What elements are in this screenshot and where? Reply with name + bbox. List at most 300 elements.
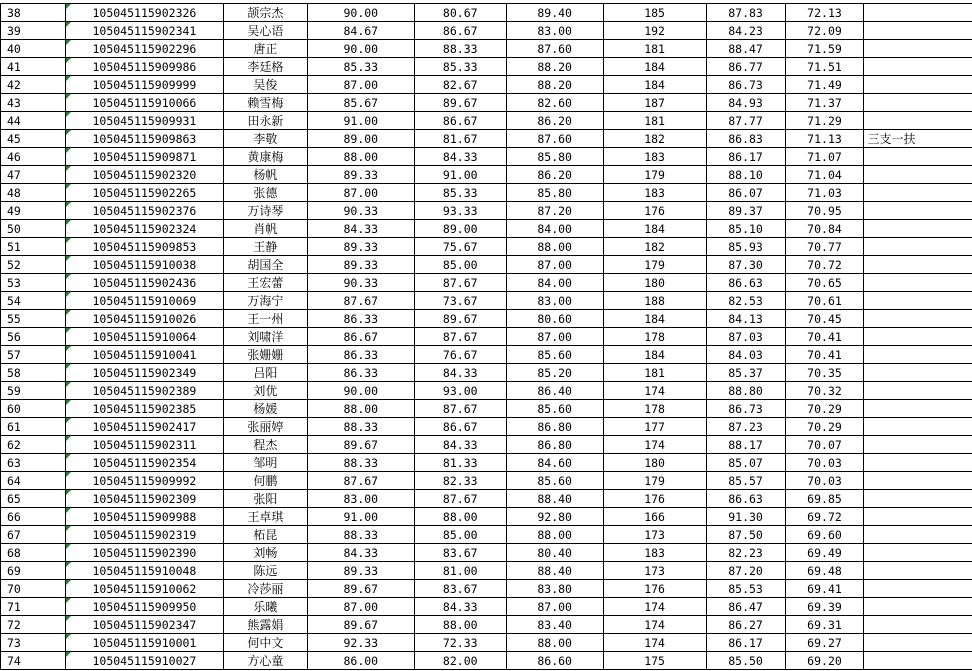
written-score-cell[interactable]: 181 — [603, 364, 706, 382]
interview-score-cell[interactable]: 87.03 — [706, 328, 785, 346]
candidate-name-cell[interactable]: 何鹏 — [223, 472, 307, 490]
total-score-cell[interactable]: 70.84 — [785, 220, 864, 238]
written-score-cell[interactable]: 173 — [603, 562, 706, 580]
rank-cell[interactable]: 54 — [1, 292, 66, 310]
candidate-name-cell[interactable]: 程杰 — [223, 436, 307, 454]
interview-score-cell[interactable]: 86.77 — [706, 58, 785, 76]
rank-cell[interactable]: 44 — [1, 112, 66, 130]
score-3-cell[interactable]: 87.20 — [506, 202, 603, 220]
interview-score-cell[interactable]: 91.30 — [706, 508, 785, 526]
score-1-cell[interactable]: 89.33 — [307, 562, 414, 580]
interview-score-cell[interactable]: 88.10 — [706, 166, 785, 184]
rank-cell[interactable]: 41 — [1, 58, 66, 76]
candidate-id-cell[interactable] — [65, 202, 223, 220]
interview-score-cell[interactable]: 86.17 — [706, 148, 785, 166]
score-3-cell[interactable]: 82.60 — [506, 94, 603, 112]
written-score-cell[interactable]: 184 — [603, 220, 706, 238]
written-score-cell[interactable]: 183 — [603, 544, 706, 562]
candidate-id-cell[interactable] — [65, 580, 223, 598]
note-cell[interactable] — [864, 184, 972, 202]
total-score-cell[interactable]: 71.49 — [785, 76, 864, 94]
total-score-cell[interactable]: 69.39 — [785, 598, 864, 616]
interview-score-cell[interactable]: 88.47 — [706, 40, 785, 58]
note-cell[interactable] — [864, 58, 972, 76]
total-score-cell[interactable]: 70.32 — [785, 382, 864, 400]
written-score-cell[interactable]: 174 — [603, 382, 706, 400]
score-3-cell[interactable]: 86.20 — [506, 112, 603, 130]
note-cell[interactable] — [864, 346, 972, 364]
candidate-name-cell[interactable]: 杨媛 — [223, 400, 307, 418]
score-2-cell[interactable]: 81.00 — [414, 562, 506, 580]
score-2-cell[interactable]: 87.67 — [414, 328, 506, 346]
rank-cell[interactable]: 42 — [1, 76, 66, 94]
rank-cell[interactable]: 45 — [1, 130, 66, 148]
rank-cell[interactable]: 66 — [1, 508, 66, 526]
score-1-cell[interactable]: 86.33 — [307, 346, 414, 364]
score-3-cell[interactable]: 88.00 — [506, 526, 603, 544]
candidate-name-cell[interactable]: 柘昆 — [223, 526, 307, 544]
candidate-id-cell[interactable] — [65, 148, 223, 166]
score-2-cell[interactable]: 91.00 — [414, 166, 506, 184]
score-3-cell[interactable]: 87.60 — [506, 40, 603, 58]
total-score-cell[interactable]: 70.72 — [785, 256, 864, 274]
score-3-cell[interactable]: 88.20 — [506, 58, 603, 76]
candidate-id-cell[interactable] — [65, 22, 223, 40]
candidate-name-cell[interactable]: 张德 — [223, 184, 307, 202]
candidate-name-cell[interactable]: 刘畅 — [223, 544, 307, 562]
score-1-cell[interactable]: 88.00 — [307, 148, 414, 166]
rank-cell[interactable]: 71 — [1, 598, 66, 616]
score-2-cell[interactable]: 85.33 — [414, 184, 506, 202]
total-score-cell[interactable]: 72.09 — [785, 22, 864, 40]
note-cell[interactable] — [864, 202, 972, 220]
written-score-cell[interactable]: 176 — [603, 202, 706, 220]
score-3-cell[interactable]: 88.00 — [506, 634, 603, 652]
written-score-cell[interactable]: 176 — [603, 580, 706, 598]
written-score-cell[interactable]: 192 — [603, 22, 706, 40]
written-score-cell[interactable]: 177 — [603, 418, 706, 436]
candidate-name-cell[interactable]: 方心童 — [223, 652, 307, 670]
candidate-name-cell[interactable]: 刘啸洋 — [223, 328, 307, 346]
interview-score-cell[interactable]: 86.63 — [706, 274, 785, 292]
note-cell[interactable] — [864, 40, 972, 58]
candidate-id-cell[interactable] — [65, 346, 223, 364]
written-score-cell[interactable]: 182 — [603, 130, 706, 148]
written-score-cell[interactable]: 178 — [603, 328, 706, 346]
written-score-cell[interactable]: 188 — [603, 292, 706, 310]
candidate-id-cell[interactable] — [65, 76, 223, 94]
rank-cell[interactable]: 51 — [1, 238, 66, 256]
score-2-cell[interactable]: 83.67 — [414, 580, 506, 598]
score-2-cell[interactable]: 86.67 — [414, 112, 506, 130]
rank-cell[interactable]: 59 — [1, 382, 66, 400]
note-cell[interactable] — [864, 310, 972, 328]
note-cell[interactable] — [864, 454, 972, 472]
interview-score-cell[interactable]: 88.17 — [706, 436, 785, 454]
candidate-id-cell[interactable] — [65, 184, 223, 202]
score-1-cell[interactable]: 86.33 — [307, 364, 414, 382]
note-cell[interactable] — [864, 634, 972, 652]
score-2-cell[interactable]: 80.67 — [414, 4, 506, 22]
score-1-cell[interactable]: 91.00 — [307, 112, 414, 130]
written-score-cell[interactable]: 176 — [603, 490, 706, 508]
candidate-name-cell[interactable]: 冷莎丽 — [223, 580, 307, 598]
score-3-cell[interactable]: 85.80 — [506, 184, 603, 202]
candidate-id-cell[interactable] — [65, 292, 223, 310]
total-score-cell[interactable]: 71.37 — [785, 94, 864, 112]
total-score-cell[interactable]: 70.45 — [785, 310, 864, 328]
score-3-cell[interactable]: 86.20 — [506, 166, 603, 184]
candidate-name-cell[interactable]: 张丽婷 — [223, 418, 307, 436]
score-2-cell[interactable]: 75.67 — [414, 238, 506, 256]
candidate-id-cell[interactable] — [65, 436, 223, 454]
score-2-cell[interactable]: 85.00 — [414, 526, 506, 544]
total-score-cell[interactable]: 69.60 — [785, 526, 864, 544]
score-2-cell[interactable]: 82.67 — [414, 76, 506, 94]
score-2-cell[interactable]: 87.67 — [414, 490, 506, 508]
interview-score-cell[interactable]: 85.10 — [706, 220, 785, 238]
rank-cell[interactable]: 69 — [1, 562, 66, 580]
written-score-cell[interactable]: 183 — [603, 148, 706, 166]
candidate-id-cell[interactable] — [65, 58, 223, 76]
candidate-id-cell[interactable] — [65, 364, 223, 382]
interview-score-cell[interactable]: 82.53 — [706, 292, 785, 310]
rank-cell[interactable]: 70 — [1, 580, 66, 598]
total-score-cell[interactable]: 70.61 — [785, 292, 864, 310]
rank-cell[interactable]: 74 — [1, 652, 66, 670]
score-1-cell[interactable]: 89.33 — [307, 256, 414, 274]
score-3-cell[interactable]: 89.40 — [506, 4, 603, 22]
interview-score-cell[interactable]: 85.07 — [706, 454, 785, 472]
written-score-cell[interactable]: 182 — [603, 238, 706, 256]
score-1-cell[interactable]: 87.00 — [307, 598, 414, 616]
rank-cell[interactable]: 72 — [1, 616, 66, 634]
total-score-cell[interactable]: 70.29 — [785, 418, 864, 436]
interview-score-cell[interactable]: 85.37 — [706, 364, 785, 382]
candidate-name-cell[interactable]: 王卓琪 — [223, 508, 307, 526]
candidate-id-cell[interactable] — [65, 490, 223, 508]
candidate-name-cell[interactable]: 杨帆 — [223, 166, 307, 184]
written-score-cell[interactable]: 180 — [603, 454, 706, 472]
score-1-cell[interactable]: 89.67 — [307, 616, 414, 634]
note-cell[interactable] — [864, 544, 972, 562]
score-3-cell[interactable]: 83.00 — [506, 22, 603, 40]
written-score-cell[interactable]: 184 — [603, 310, 706, 328]
note-cell[interactable] — [864, 22, 972, 40]
score-2-cell[interactable]: 76.67 — [414, 346, 506, 364]
note-cell[interactable] — [864, 328, 972, 346]
score-3-cell[interactable]: 85.80 — [506, 148, 603, 166]
rank-cell[interactable]: 55 — [1, 310, 66, 328]
candidate-id-cell[interactable] — [65, 40, 223, 58]
score-2-cell[interactable]: 82.33 — [414, 472, 506, 490]
rank-cell[interactable]: 68 — [1, 544, 66, 562]
score-3-cell[interactable]: 83.40 — [506, 616, 603, 634]
rank-cell[interactable]: 48 — [1, 184, 66, 202]
note-cell[interactable] — [864, 166, 972, 184]
candidate-id-cell[interactable] — [65, 238, 223, 256]
score-1-cell[interactable]: 86.67 — [307, 328, 414, 346]
total-score-cell[interactable]: 72.13 — [785, 4, 864, 22]
score-2-cell[interactable]: 88.33 — [414, 40, 506, 58]
score-3-cell[interactable]: 80.60 — [506, 310, 603, 328]
score-2-cell[interactable]: 89.67 — [414, 94, 506, 112]
total-score-cell[interactable]: 69.20 — [785, 652, 864, 670]
interview-score-cell[interactable]: 86.17 — [706, 634, 785, 652]
written-score-cell[interactable]: 183 — [603, 184, 706, 202]
score-1-cell[interactable]: 90.00 — [307, 40, 414, 58]
interview-score-cell[interactable]: 84.03 — [706, 346, 785, 364]
score-3-cell[interactable]: 83.00 — [506, 292, 603, 310]
score-1-cell[interactable]: 85.33 — [307, 58, 414, 76]
interview-score-cell[interactable]: 86.07 — [706, 184, 785, 202]
candidate-id-cell[interactable] — [65, 526, 223, 544]
score-3-cell[interactable]: 86.80 — [506, 436, 603, 454]
score-3-cell[interactable]: 86.80 — [506, 418, 603, 436]
score-2-cell[interactable]: 85.00 — [414, 256, 506, 274]
note-cell[interactable] — [864, 112, 972, 130]
score-2-cell[interactable]: 85.33 — [414, 58, 506, 76]
candidate-id-cell[interactable] — [65, 4, 223, 22]
note-cell[interactable] — [864, 220, 972, 238]
interview-score-cell[interactable]: 86.73 — [706, 400, 785, 418]
written-score-cell[interactable]: 179 — [603, 166, 706, 184]
interview-score-cell[interactable]: 85.50 — [706, 652, 785, 670]
score-1-cell[interactable]: 92.33 — [307, 634, 414, 652]
note-cell[interactable] — [864, 256, 972, 274]
score-2-cell[interactable]: 86.67 — [414, 22, 506, 40]
note-cell[interactable] — [864, 616, 972, 634]
total-score-cell[interactable]: 71.29 — [785, 112, 864, 130]
score-3-cell[interactable]: 88.40 — [506, 490, 603, 508]
written-score-cell[interactable]: 184 — [603, 76, 706, 94]
candidate-name-cell[interactable]: 陈远 — [223, 562, 307, 580]
interview-score-cell[interactable]: 86.83 — [706, 130, 785, 148]
total-score-cell[interactable]: 71.03 — [785, 184, 864, 202]
candidate-name-cell[interactable]: 何中文 — [223, 634, 307, 652]
written-score-cell[interactable]: 166 — [603, 508, 706, 526]
score-1-cell[interactable]: 87.67 — [307, 472, 414, 490]
rank-cell[interactable]: 38 — [1, 4, 66, 22]
interview-score-cell[interactable]: 86.47 — [706, 598, 785, 616]
total-score-cell[interactable]: 71.51 — [785, 58, 864, 76]
written-score-cell[interactable]: 174 — [603, 616, 706, 634]
note-cell[interactable] — [864, 4, 972, 22]
interview-score-cell[interactable]: 86.63 — [706, 490, 785, 508]
note-cell[interactable] — [864, 490, 972, 508]
score-1-cell[interactable]: 86.33 — [307, 310, 414, 328]
candidate-id-cell[interactable] — [65, 598, 223, 616]
note-cell[interactable] — [864, 418, 972, 436]
rank-cell[interactable]: 61 — [1, 418, 66, 436]
rank-cell[interactable]: 52 — [1, 256, 66, 274]
rank-cell[interactable]: 50 — [1, 220, 66, 238]
score-1-cell[interactable]: 86.00 — [307, 652, 414, 670]
rank-cell[interactable]: 57 — [1, 346, 66, 364]
candidate-id-cell[interactable] — [65, 652, 223, 670]
note-cell[interactable] — [864, 292, 972, 310]
interview-score-cell[interactable]: 84.23 — [706, 22, 785, 40]
score-3-cell[interactable]: 85.60 — [506, 346, 603, 364]
score-3-cell[interactable]: 85.20 — [506, 364, 603, 382]
score-1-cell[interactable]: 84.33 — [307, 544, 414, 562]
candidate-id-cell[interactable] — [65, 94, 223, 112]
interview-score-cell[interactable]: 87.30 — [706, 256, 785, 274]
total-score-cell[interactable]: 69.85 — [785, 490, 864, 508]
candidate-id-cell[interactable] — [65, 400, 223, 418]
rank-cell[interactable]: 53 — [1, 274, 66, 292]
score-1-cell[interactable]: 91.00 — [307, 508, 414, 526]
score-2-cell[interactable]: 93.33 — [414, 202, 506, 220]
candidate-name-cell[interactable]: 唐正 — [223, 40, 307, 58]
total-score-cell[interactable]: 70.03 — [785, 472, 864, 490]
candidate-id-cell[interactable] — [65, 562, 223, 580]
interview-score-cell[interactable]: 87.50 — [706, 526, 785, 544]
score-1-cell[interactable]: 88.00 — [307, 400, 414, 418]
score-2-cell[interactable]: 84.33 — [414, 364, 506, 382]
score-2-cell[interactable]: 89.67 — [414, 310, 506, 328]
score-1-cell[interactable]: 87.67 — [307, 292, 414, 310]
rank-cell[interactable]: 73 — [1, 634, 66, 652]
note-cell[interactable] — [864, 652, 972, 670]
rank-cell[interactable]: 67 — [1, 526, 66, 544]
score-2-cell[interactable]: 84.33 — [414, 598, 506, 616]
candidate-name-cell[interactable]: 王一州 — [223, 310, 307, 328]
score-3-cell[interactable]: 88.00 — [506, 238, 603, 256]
total-score-cell[interactable]: 70.77 — [785, 238, 864, 256]
score-1-cell[interactable]: 89.67 — [307, 436, 414, 454]
score-3-cell[interactable]: 80.40 — [506, 544, 603, 562]
total-score-cell[interactable]: 70.03 — [785, 454, 864, 472]
score-3-cell[interactable]: 87.00 — [506, 328, 603, 346]
note-cell[interactable] — [864, 364, 972, 382]
score-3-cell[interactable]: 86.60 — [506, 652, 603, 670]
score-1-cell[interactable]: 87.00 — [307, 76, 414, 94]
written-score-cell[interactable]: 187 — [603, 94, 706, 112]
rank-cell[interactable]: 46 — [1, 148, 66, 166]
candidate-name-cell[interactable]: 黄康梅 — [223, 148, 307, 166]
candidate-id-cell[interactable] — [65, 508, 223, 526]
candidate-name-cell[interactable]: 吴心语 — [223, 22, 307, 40]
rank-cell[interactable]: 39 — [1, 22, 66, 40]
written-score-cell[interactable]: 180 — [603, 274, 706, 292]
interview-score-cell[interactable]: 87.83 — [706, 4, 785, 22]
score-1-cell[interactable]: 90.33 — [307, 202, 414, 220]
score-2-cell[interactable]: 87.67 — [414, 400, 506, 418]
note-cell[interactable] — [864, 580, 972, 598]
score-3-cell[interactable]: 87.60 — [506, 130, 603, 148]
note-cell[interactable] — [864, 274, 972, 292]
total-score-cell[interactable]: 71.04 — [785, 166, 864, 184]
note-cell[interactable] — [864, 436, 972, 454]
candidate-id-cell[interactable] — [65, 634, 223, 652]
score-3-cell[interactable]: 84.00 — [506, 274, 603, 292]
candidate-id-cell[interactable] — [65, 166, 223, 184]
written-score-cell[interactable]: 185 — [603, 4, 706, 22]
total-score-cell[interactable]: 70.41 — [785, 328, 864, 346]
score-3-cell[interactable]: 88.20 — [506, 76, 603, 94]
written-score-cell[interactable]: 178 — [603, 400, 706, 418]
rank-cell[interactable]: 62 — [1, 436, 66, 454]
score-3-cell[interactable]: 83.80 — [506, 580, 603, 598]
note-cell[interactable] — [864, 562, 972, 580]
note-cell[interactable] — [864, 598, 972, 616]
score-2-cell[interactable]: 82.00 — [414, 652, 506, 670]
score-2-cell[interactable]: 73.67 — [414, 292, 506, 310]
candidate-id-cell[interactable] — [65, 472, 223, 490]
note-cell[interactable] — [864, 238, 972, 256]
score-3-cell[interactable]: 87.00 — [506, 256, 603, 274]
candidate-name-cell[interactable]: 熊露娟 — [223, 616, 307, 634]
score-2-cell[interactable]: 72.33 — [414, 634, 506, 652]
rank-cell[interactable]: 64 — [1, 472, 66, 490]
score-3-cell[interactable]: 85.60 — [506, 472, 603, 490]
interview-score-cell[interactable]: 86.27 — [706, 616, 785, 634]
note-cell[interactable] — [864, 400, 972, 418]
rank-cell[interactable]: 43 — [1, 94, 66, 112]
note-cell[interactable] — [864, 472, 972, 490]
score-2-cell[interactable]: 86.67 — [414, 418, 506, 436]
candidate-name-cell[interactable]: 李敬 — [223, 130, 307, 148]
rank-cell[interactable]: 65 — [1, 490, 66, 508]
candidate-name-cell[interactable]: 颉宗杰 — [223, 4, 307, 22]
score-2-cell[interactable]: 87.67 — [414, 274, 506, 292]
total-score-cell[interactable]: 70.95 — [785, 202, 864, 220]
score-2-cell[interactable]: 81.67 — [414, 130, 506, 148]
score-2-cell[interactable]: 84.33 — [414, 148, 506, 166]
score-2-cell[interactable]: 81.33 — [414, 454, 506, 472]
score-2-cell[interactable]: 93.00 — [414, 382, 506, 400]
candidate-name-cell[interactable]: 乐曦 — [223, 598, 307, 616]
interview-score-cell[interactable]: 82.23 — [706, 544, 785, 562]
total-score-cell[interactable]: 70.41 — [785, 346, 864, 364]
score-1-cell[interactable]: 90.00 — [307, 4, 414, 22]
score-3-cell[interactable]: 88.40 — [506, 562, 603, 580]
note-cell[interactable] — [864, 526, 972, 544]
candidate-name-cell[interactable]: 吕阳 — [223, 364, 307, 382]
candidate-name-cell[interactable]: 李廷格 — [223, 58, 307, 76]
candidate-name-cell[interactable]: 王宏蕾 — [223, 274, 307, 292]
interview-score-cell[interactable]: 84.13 — [706, 310, 785, 328]
score-1-cell[interactable]: 89.67 — [307, 580, 414, 598]
score-2-cell[interactable]: 88.00 — [414, 508, 506, 526]
candidate-name-cell[interactable]: 吴俊 — [223, 76, 307, 94]
score-2-cell[interactable]: 88.00 — [414, 616, 506, 634]
score-1-cell[interactable]: 90.00 — [307, 382, 414, 400]
rank-cell[interactable]: 56 — [1, 328, 66, 346]
score-1-cell[interactable]: 83.00 — [307, 490, 414, 508]
note-cell[interactable]: 三支一扶 — [864, 130, 972, 148]
score-1-cell[interactable]: 88.33 — [307, 418, 414, 436]
score-3-cell[interactable]: 86.40 — [506, 382, 603, 400]
interview-score-cell[interactable]: 87.20 — [706, 562, 785, 580]
written-score-cell[interactable]: 174 — [603, 436, 706, 454]
candidate-name-cell[interactable]: 万诗琴 — [223, 202, 307, 220]
note-cell[interactable] — [864, 508, 972, 526]
candidate-name-cell[interactable]: 张阳 — [223, 490, 307, 508]
total-score-cell[interactable]: 69.41 — [785, 580, 864, 598]
score-1-cell[interactable]: 90.33 — [307, 274, 414, 292]
candidate-id-cell[interactable] — [65, 310, 223, 328]
candidate-id-cell[interactable] — [65, 454, 223, 472]
score-1-cell[interactable]: 89.33 — [307, 166, 414, 184]
written-score-cell[interactable]: 179 — [603, 256, 706, 274]
candidate-id-cell[interactable] — [65, 220, 223, 238]
score-1-cell[interactable]: 84.67 — [307, 22, 414, 40]
total-score-cell[interactable]: 69.31 — [785, 616, 864, 634]
rank-cell[interactable]: 47 — [1, 166, 66, 184]
total-score-cell[interactable]: 70.29 — [785, 400, 864, 418]
